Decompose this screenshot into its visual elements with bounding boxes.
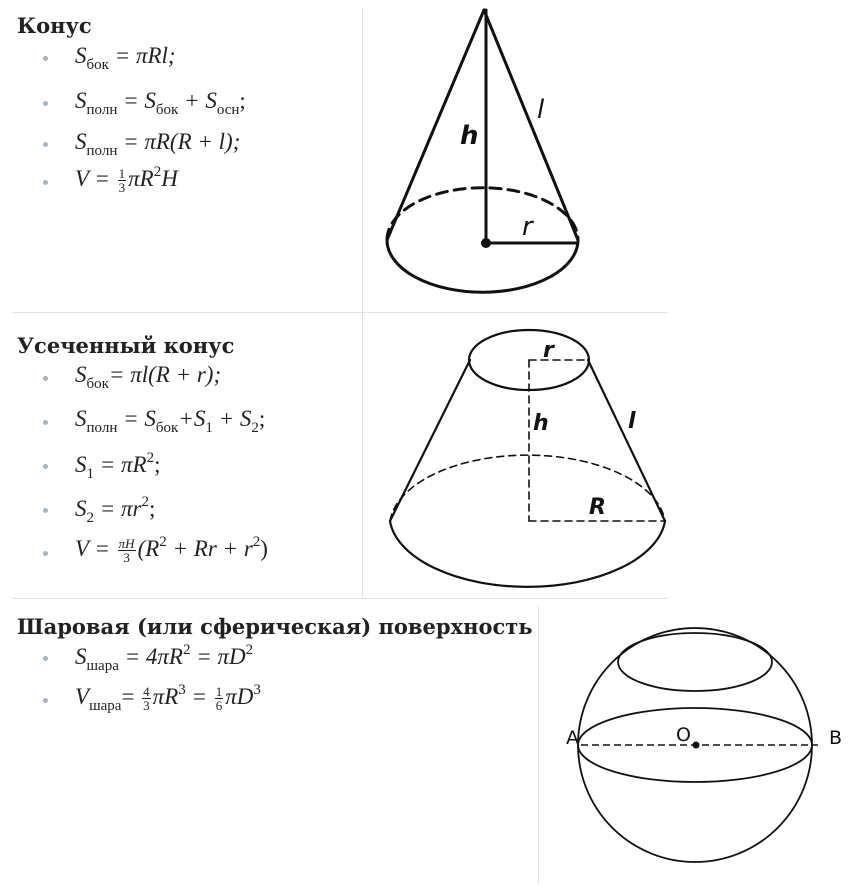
column-divider — [362, 8, 363, 312]
cone-figure — [380, 0, 590, 300]
bullet — [43, 101, 48, 106]
bullet — [43, 508, 48, 513]
sphere-figure — [555, 604, 852, 886]
frustum-figure — [380, 318, 680, 600]
frustum-l-label: l — [628, 409, 636, 434]
cone-h-label: h — [460, 121, 479, 151]
bullet — [43, 551, 48, 556]
frustum-r-label: r — [543, 338, 554, 363]
sphere-A-label: A — [566, 727, 579, 749]
bullet — [43, 180, 48, 185]
cone-lateral-area-formula: $S_{бок} = \pi Rl$; — [17, 44, 246, 72]
cone-volume-formula: V = $\frac{1}{3}$ $\pi R^2H$ — [17, 165, 246, 199]
bullet — [43, 142, 48, 147]
column-divider — [538, 606, 539, 884]
frustum-lateral-area-formula: $S_{бок}= \pi l(R + r)$; — [17, 363, 268, 393]
sphere-O-label: O — [676, 724, 691, 746]
cone-total-area-formula: $S_{полн} = S_{бок} + S_{осн}$; — [17, 89, 246, 117]
frustum-h-label: h — [533, 411, 549, 436]
sphere-volume-formula: $V_{шара}=$ $\frac{4}{3}$ $\pi R^3$ = $\frac{1}{6}$ $\pi D^3$ — [17, 683, 261, 717]
sphere-surface-area-formula: $S_{шара} = 4\pi R^2 = \pi D^2$ — [17, 643, 261, 673]
frustum-volume-formula: V = $\frac{\pi H}{3}$ $(R^2 + Rr + r^2)$ — [17, 535, 268, 571]
sphere-B-label: B — [829, 727, 843, 749]
row-divider — [12, 312, 668, 313]
frustum-R-label: R — [589, 495, 606, 520]
bullet — [43, 656, 48, 661]
sphere-formula-list — [17, 643, 261, 717]
bullet — [43, 420, 48, 425]
frustum-base1-area-formula: $S_1 = \pi R^2$; — [17, 451, 268, 481]
frustum-formula-list — [17, 363, 268, 571]
bullet — [43, 698, 48, 703]
cone-l-label: l — [537, 95, 545, 125]
frustum-base2-area-formula: $S_2 = \pi r^2$; — [17, 495, 268, 525]
cone-formula-list — [17, 44, 246, 199]
bullet — [43, 56, 48, 61]
frustum-total-area-formula: $S_{полн} = S_{бок}+S_1 + S_2$; — [17, 407, 268, 437]
bullet — [43, 464, 48, 469]
frustum-title: Усеченный конус — [17, 333, 235, 358]
cone-total-area-expanded-formula: $S_{полн} = \pi R(R + l)$; — [17, 130, 246, 158]
cone-title: Конус — [17, 13, 92, 38]
cone-r-label: r — [522, 212, 533, 242]
sphere-title: Шаровая (или сферическая) поверхность — [17, 614, 533, 639]
bullet — [43, 376, 48, 381]
column-divider — [362, 312, 363, 598]
